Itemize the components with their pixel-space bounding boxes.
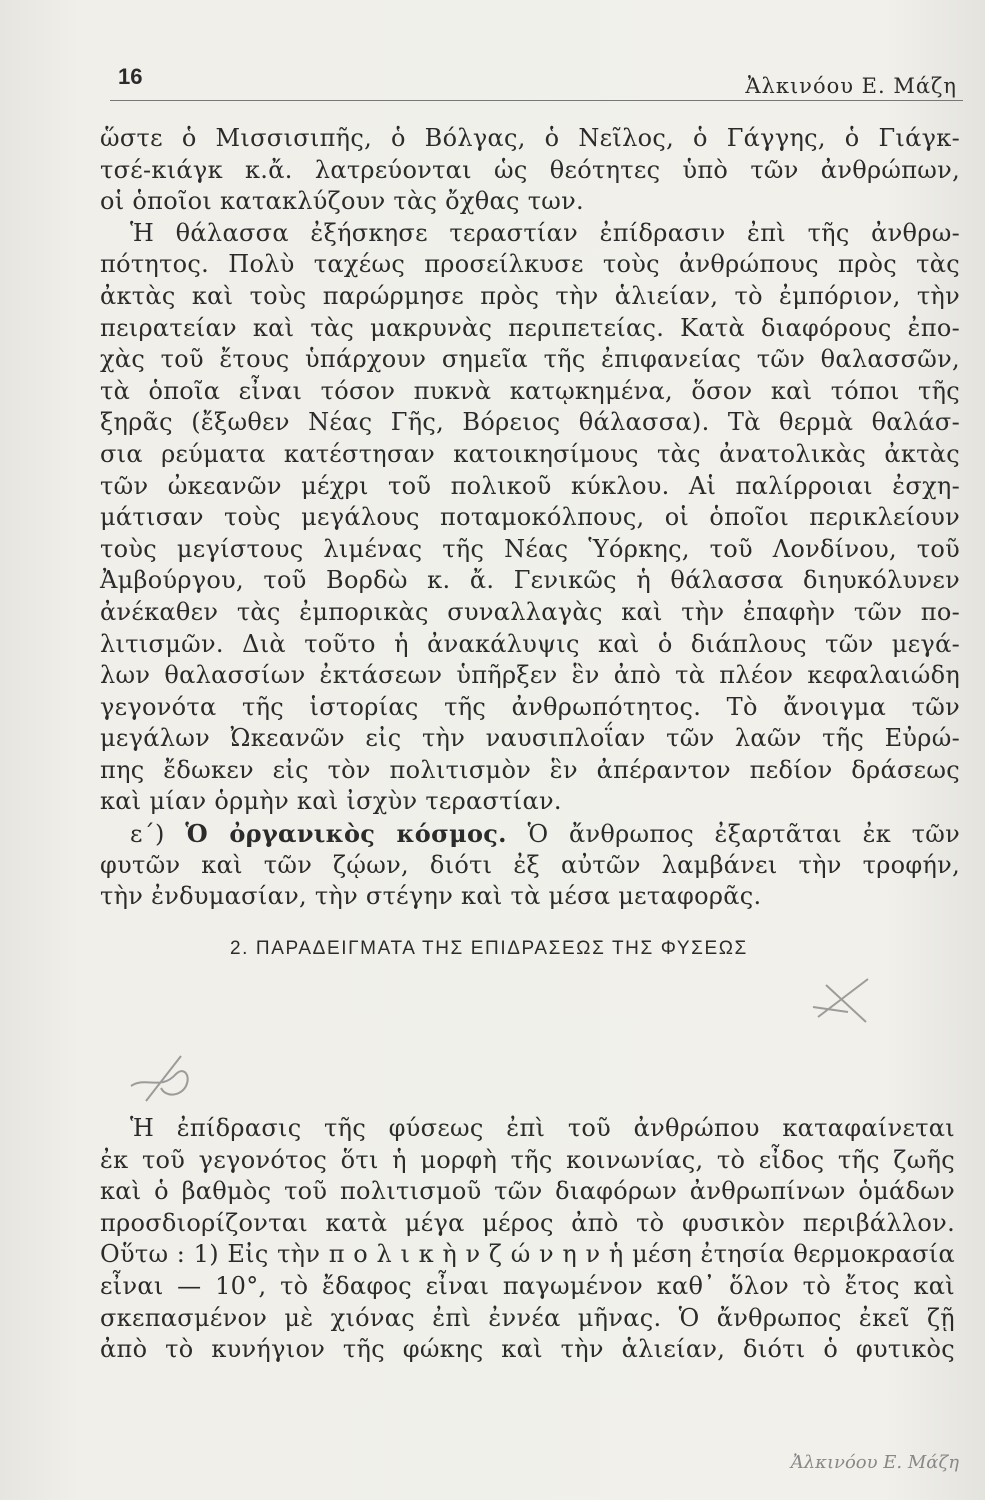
- text-line: ἀκτὰς καὶ τοὺς παρώρμησε πρὸς τὴν ἁλιείαν, τὸ ἐμπόριον, τὴν: [100, 281, 960, 310]
- text-line: πειρατείαν καὶ τὰς μακρυνὰς περιπετείας. Κατὰ διαφόρους ἐπο-: [100, 313, 960, 342]
- text-line: σια ρεύματα κατέστησαν κατοικησίμους τὰς ἀνατολικὰς ἀκτὰς: [100, 439, 960, 468]
- text-line: Ἀμβούργου, τοῦ Βορδὼ κ. ἄ. Γενικῶς ἡ θάλασσα διηυκόλυνεν: [100, 566, 960, 595]
- body-text-bottom: [100, 1113, 955, 1366]
- body-text-top: [100, 123, 960, 971]
- text-line: προσδιορίζονται κατὰ μέγα μέρος ἀπὸ τὸ φυσικὸν περιβάλλον.: [100, 1208, 955, 1237]
- organic-world-line: [100, 818, 960, 850]
- text-line: πης ἔδωκεν εἰς τὸν πολιτισμὸν ἓν ἀπέραντον πεδίον δράσεως: [100, 755, 960, 784]
- subsection-label: ε΄): [130, 820, 165, 849]
- text-line: τοὺς μεγίστους λιμένας τῆς Νέας Ὑόρκης, τοῦ Λονδίνου, τοῦ: [100, 534, 960, 563]
- section-heading: 2. ΠΑΡΑΔΕΙΓΜΑΤΑ ΤΗΣ ΕΠΙΔΡΑΣΕΩΣ ΤΗΣ ΦΥΣΕΩΣ: [230, 937, 748, 959]
- text-line: λιτισμῶν. Διὰ τοῦτο ἡ ἀνακάλυψις καὶ ὁ διάπλους τῶν μεγά-: [100, 629, 960, 658]
- text-line: μεγάλων Ὠκεανῶν εἰς τὴν ναυσιπλοΐαν τῶν λαῶν τῆς Εὐρώ-: [100, 724, 960, 753]
- text-line: ὥστε ὁ Μισσισιπῆς, ὁ Βόλγας, ὁ Νεῖλος, ὁ Γάγγης, ὁ Γιάγκ-: [100, 124, 960, 152]
- running-head: Ἀλκινόου Ε. Μάζη: [745, 74, 957, 98]
- text-line: γεγονότα τῆς ἱστορίας τῆς ἀνθρωπότητος. Τὸ ἄνοιγμα τῶν: [100, 692, 960, 721]
- text-line: Οὕτω : 1) Εἰς τὴν π ο λ ι κ ὴ ν ζ ώ ν η ν ἡ μέση ἐτησία θερμοκρασία: [100, 1240, 955, 1269]
- page-header: [110, 62, 963, 102]
- header-rule: [110, 100, 963, 101]
- page-number: 16: [118, 64, 143, 89]
- text-line: λων θαλασσίων ἐκτάσεων ὑπῆρξεν ἓν ἀπὸ τὰ πλέον κεφαλαιώδη: [100, 661, 960, 690]
- text-line: χὰς τοῦ ἔτους ὑπάρχουν σημεῖα τῆς ἐπιφανείας τῶν θαλασσῶν,: [100, 345, 960, 374]
- text-line: οἱ ὁποῖοι κατακλύζουν τὰς ὄχθας των.: [100, 187, 584, 216]
- text-line: Ἡ θάλασσα ἐξήσκησε τεραστίαν ἐπίδρασιν ἐπὶ τῆς ἀνθρω-: [130, 218, 960, 247]
- text-line: ἐκ τοῦ γεγονότος ὅτι ἡ μορφὴ τῆς κοινωνίας, τὸ εἶδος τῆς ζωῆς: [100, 1145, 955, 1174]
- text-line: καὶ ὁ βαθμὸς τοῦ πολιτισμοῦ τῶν διαφόρων ἀνθρωπίνων ὁμάδων: [100, 1177, 955, 1206]
- subsection-title: Ὁ ὀργανικὸς κόσμος.: [185, 819, 507, 849]
- footer-signature: Ἀλκινόου Ε. Μάζη: [790, 1452, 959, 1473]
- text-line: ξηρᾶς (ἔξωθεν Νέας Γῆς, Βόρειος θάλασσα). Τὰ θερμὰ θαλάσ-: [100, 408, 960, 437]
- text-line: μάτισαν τοὺς μεγάλους ποταμοκόλπους, οἱ ὁποῖοι περικλείουν: [100, 503, 960, 532]
- handwritten-scribble-mark: [126, 1046, 206, 1116]
- text-line: τσέ-κιάγκ κ.ἄ. λατρεύονται ὡς θεότητες ὑπὸ τῶν ἀνθρώπων,: [100, 155, 960, 184]
- text-line: Ἡ ἐπίδρασις τῆς φύσεως ἐπὶ τοῦ ἀνθρώπου καταφαίνεται: [130, 1114, 955, 1142]
- handwritten-x-mark: [808, 967, 878, 1037]
- text-line: ἀπὸ τὸ κυνήγιον τῆς φώκης καὶ τὴν ἁλιείαν, διότι ὁ φυτικὸς: [100, 1335, 955, 1364]
- text-line: καὶ μίαν ὁρμὴν καὶ ἰσχὺν τεραστίαν.: [100, 787, 562, 816]
- text-line: σκεπασμένον μὲ χιόνας ἐπὶ ἐννέα μῆνας. Ὁ ἄνθρωπος ἐκεῖ ζῇ: [100, 1303, 955, 1332]
- text-line: ἀνέκαθεν τὰς ἐμπορικὰς συναλλαγὰς καὶ τὴν ἐπαφὴν τῶν πο-: [100, 597, 960, 626]
- text-line: εἶναι — 10°, τὸ ἔδαφος εἶναι παγωμένον καθ᾽ ὅλον τὸ ἔτος καὶ: [100, 1271, 955, 1300]
- text-span: Ὁ ἄνθρωπος ἐξαρτᾶται ἐκ τῶν: [527, 820, 960, 849]
- text-line: φυτῶν καὶ τῶν ζῴων, διότι ἐξ αὐτῶν λαμβάνει τὴν τροφήν,: [100, 850, 960, 879]
- text-line: τὰ ὁποῖα εἶναι τόσον πυκνὰ κατῳκημένα, ὅσον καὶ τόποι τῆς: [100, 376, 960, 405]
- text-line: πότητος. Πολὺ ταχέως προσείλκυσε τοὺς ἀνθρώπους πρὸς τὰς: [100, 250, 960, 279]
- text-line: τῶν ὠκεανῶν μέχρι τοῦ πολικοῦ κύκλου. Αἱ παλίρροιαι ἐσχη-: [100, 471, 960, 500]
- text-line: τὴν ἐνδυμασίαν, τὴν στέγην καὶ τὰ μέσα μεταφορᾶς.: [100, 882, 762, 911]
